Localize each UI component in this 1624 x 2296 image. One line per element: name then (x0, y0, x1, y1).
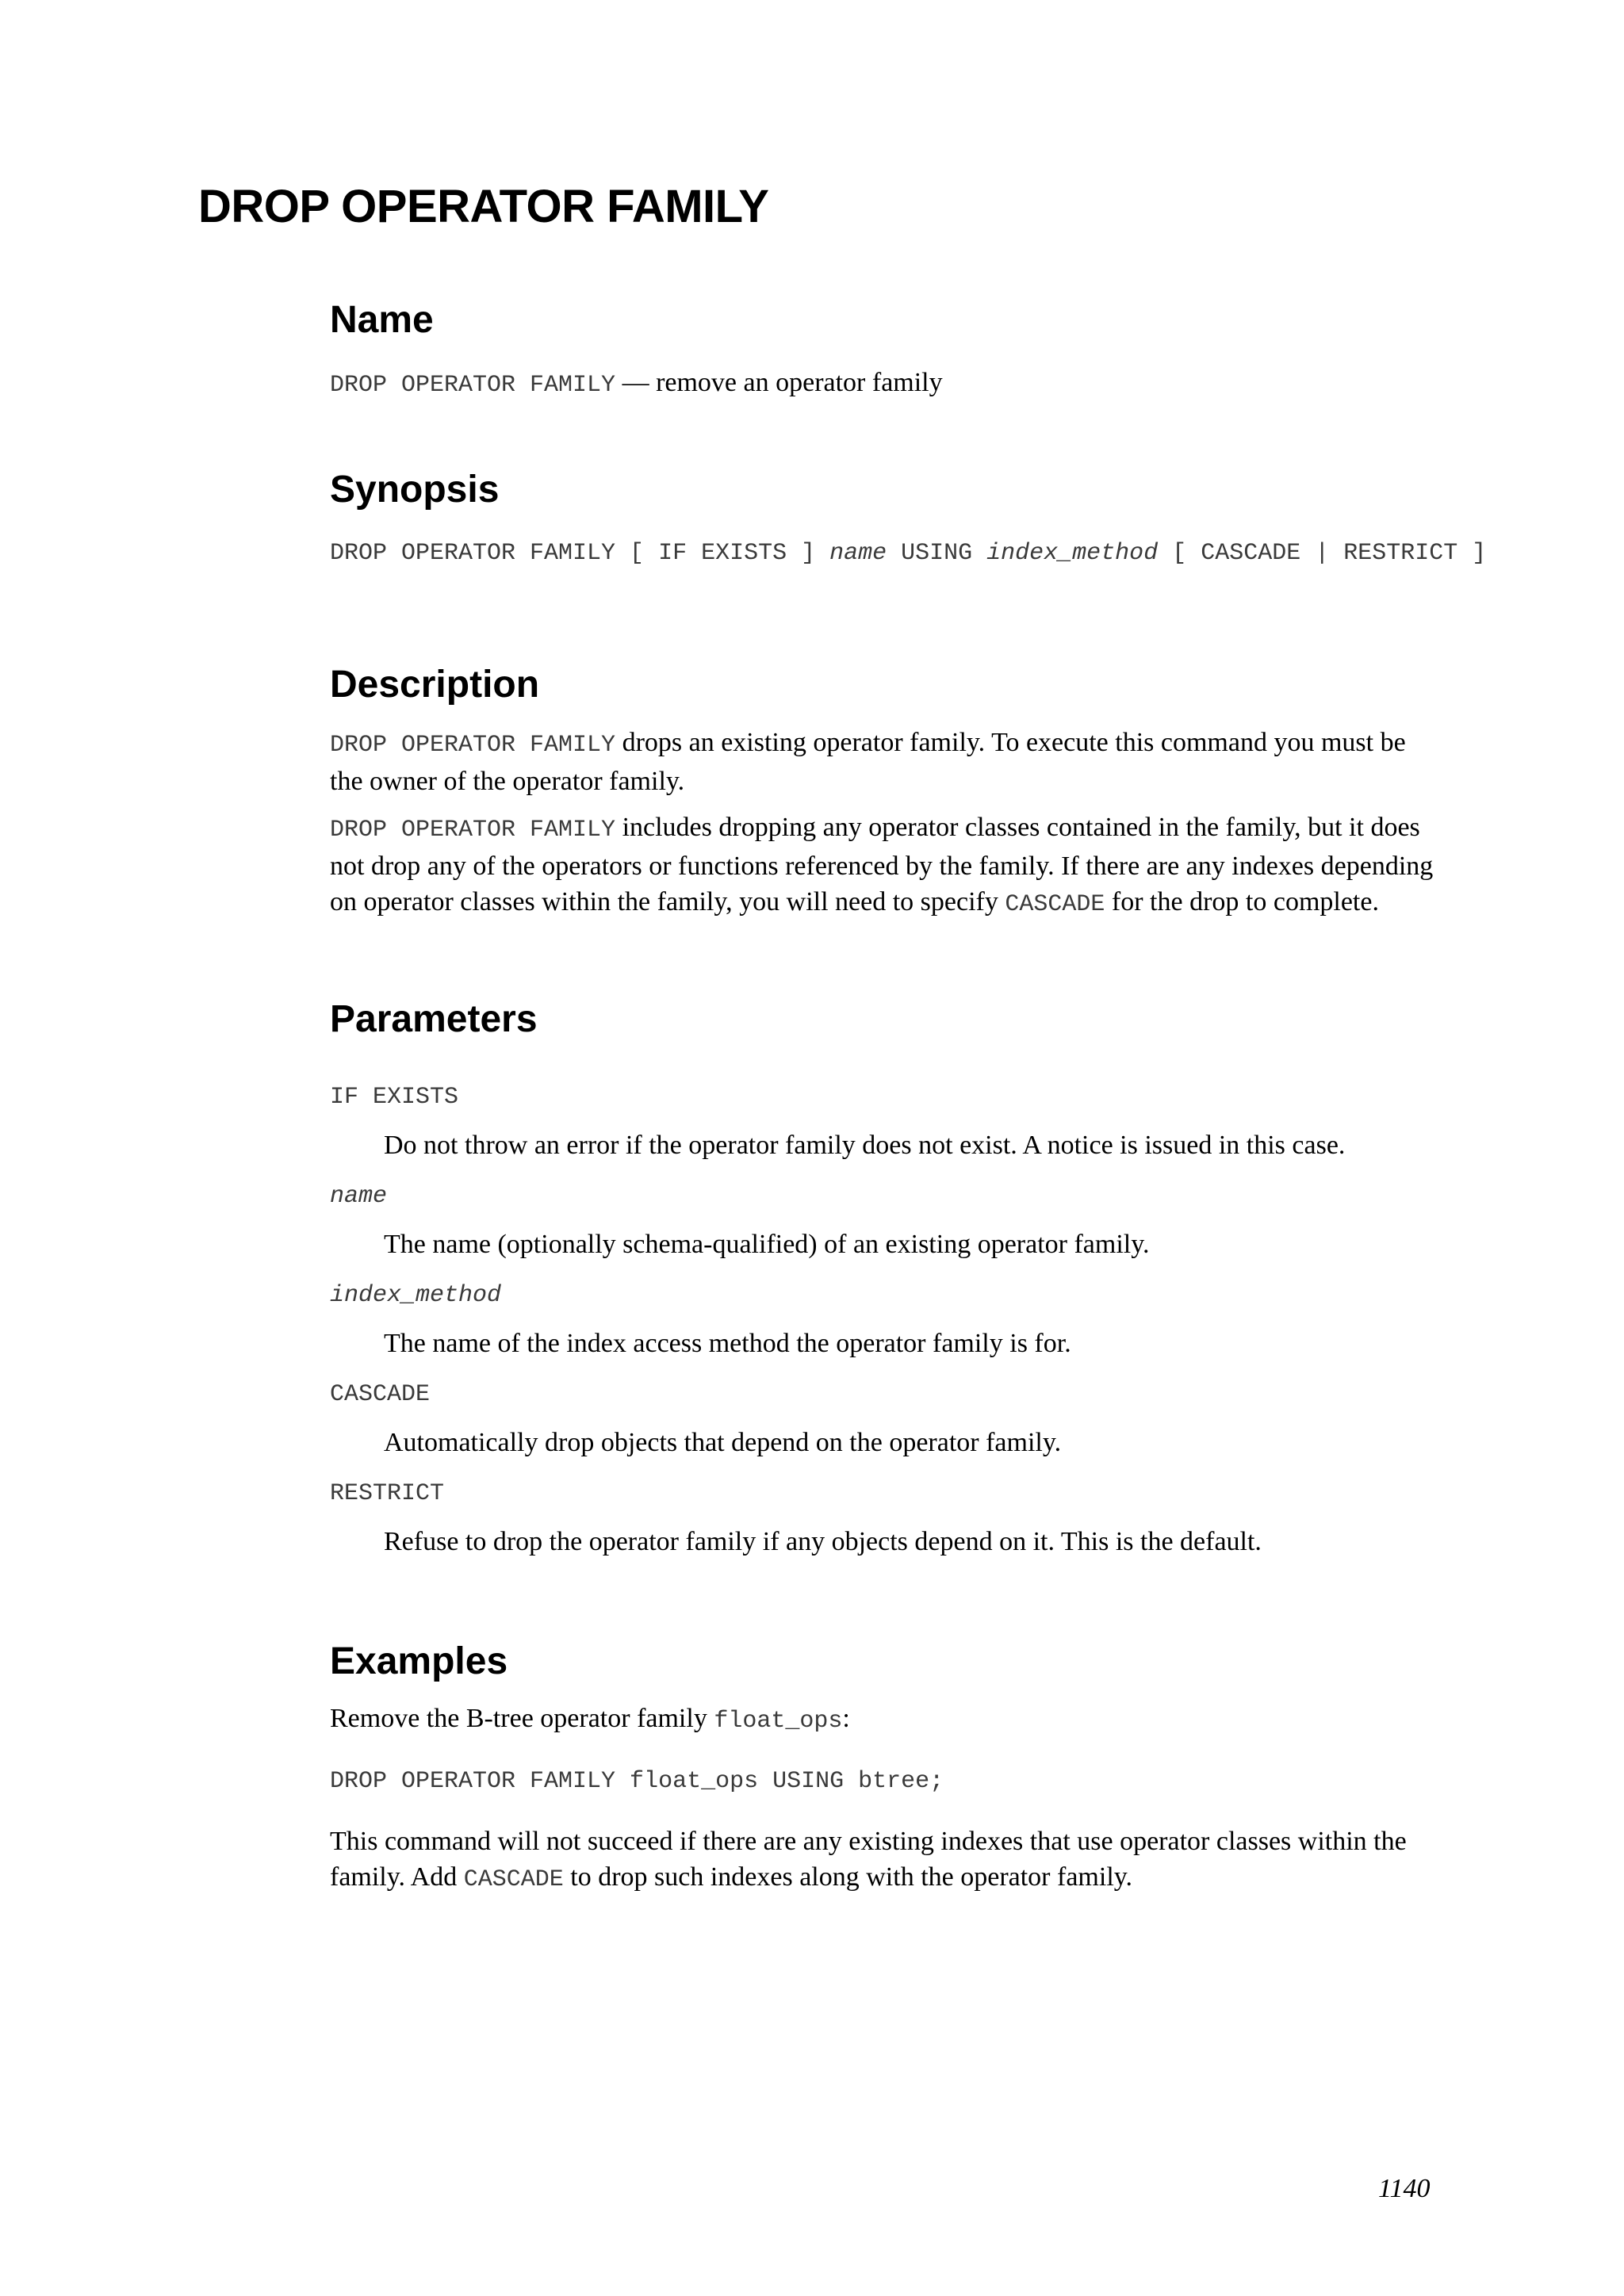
examples-intro-end: : (842, 1704, 850, 1733)
param-term-index-method: index_method (330, 1282, 502, 1309)
examples-note (330, 1823, 1440, 1898)
examples-intro-text: Remove the B-tree operator family (330, 1704, 714, 1733)
synopsis-heading: Synopsis (330, 469, 500, 511)
description-heading: Description (330, 664, 540, 706)
name-line (330, 365, 943, 404)
description-p1-command: DROP OPERATOR FAMILY (330, 732, 616, 759)
examples-code: DROP OPERATOR FAMILY float_ops USING btree; (330, 1768, 944, 1795)
description-p2-code: CASCADE (1005, 891, 1105, 918)
param-def-cascade: Automatically drop objects that depend on the operator family. (384, 1428, 1062, 1457)
name-command: DROP OPERATOR FAMILY (330, 372, 616, 399)
param-def-if-exists: Do not throw an error if the operator family does not exist. A notice is issued in this case. (384, 1131, 1346, 1160)
examples-note-text-b: to drop such indexes along with the operator family. (563, 1862, 1133, 1892)
param-term-if-exists: IF EXISTS (330, 1084, 459, 1111)
examples-intro-code: float_ops (714, 1708, 843, 1735)
synopsis-part1: DROP OPERATOR FAMILY [ IF EXISTS ] (330, 540, 830, 567)
description-p2-command: DROP OPERATOR FAMILY (330, 817, 616, 844)
param-def-index-method: The name of the index access method the operator family is for. (384, 1329, 1071, 1358)
name-purpose: — remove an operator family (615, 368, 943, 397)
examples-note-text-a: This command will not succeed if there are any existing indexes that use operator classes within the family. Add (330, 1827, 1407, 1892)
name-heading: Name (330, 299, 434, 341)
param-def-restrict: Refuse to drop the operator family if any objects depend on it. This is the default. (384, 1527, 1262, 1556)
param-term-restrict: RESTRICT (330, 1480, 445, 1507)
synopsis-part2: USING (887, 540, 987, 567)
page-number: 1140 (1378, 2174, 1431, 2203)
param-def-name: The name (optionally schema-qualified) of an existing operator family. (384, 1230, 1150, 1259)
page-title: DROP OPERATOR FAMILY (198, 181, 769, 232)
param-term-cascade: CASCADE (330, 1381, 431, 1408)
synopsis-arg-name: name (829, 540, 887, 567)
parameters-heading: Parameters (330, 998, 538, 1040)
param-term-name: name (330, 1183, 388, 1210)
description-paragraph-2 (330, 809, 1440, 923)
description-p2-text-a: includes dropping any operator classes contained in the family, but it does not drop any of the operators or functions referenced by the family. If there are any indexes depending on operator classes within the family, you will need to specify (330, 813, 1434, 916)
examples-note-code: CASCADE (463, 1866, 564, 1893)
synopsis-arg-index-method: index_method (986, 540, 1159, 567)
description-p2-text-b: for the drop to complete. (1105, 887, 1379, 916)
synopsis-code (330, 538, 1486, 569)
synopsis-part3: [ CASCADE | RESTRICT ] (1158, 540, 1487, 567)
description-p1-text: drops an existing operator family. To execute this command you must be the owner of the operator family. (330, 728, 1406, 796)
examples-intro (330, 1701, 850, 1739)
description-paragraph-1 (330, 725, 1440, 799)
examples-heading: Examples (330, 1640, 508, 1682)
